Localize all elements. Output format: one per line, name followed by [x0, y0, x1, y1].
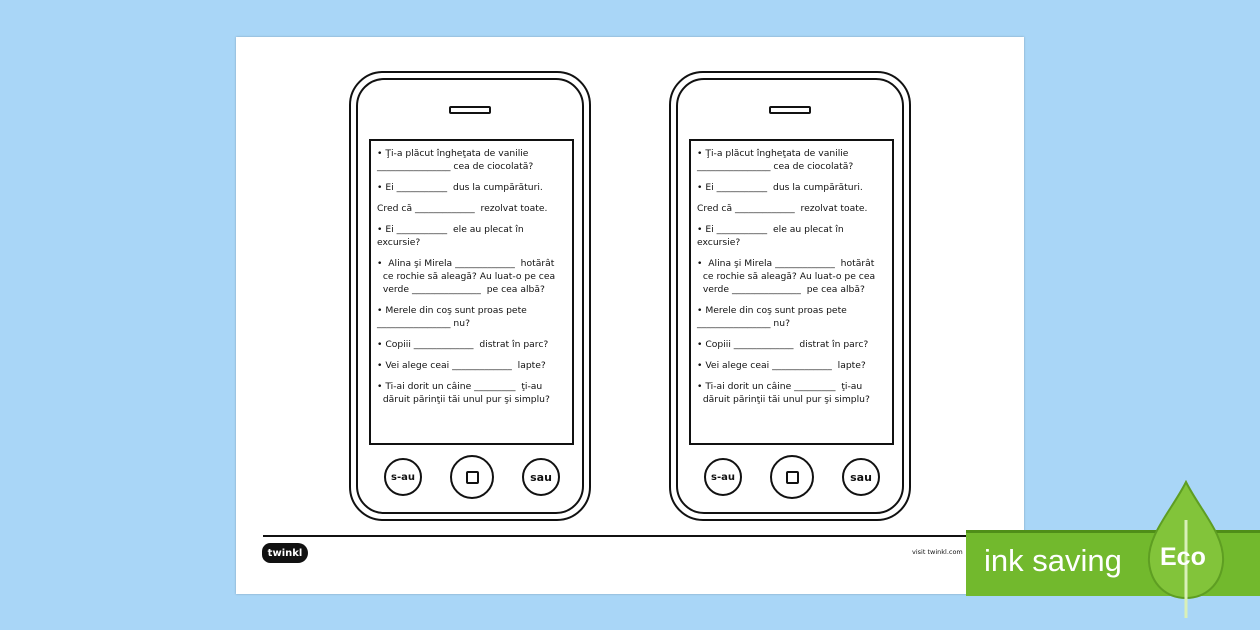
question: • Ei ___________ dus la cumpărături.	[697, 182, 863, 193]
question: • Merele din coş sunt proas pete ________________ nu?	[377, 305, 527, 329]
phone-1-screen	[369, 139, 574, 445]
phone-1	[349, 71, 591, 521]
question: • Copiii _____________ distrat în parc?	[697, 339, 869, 350]
s-au-button: s-au	[384, 458, 422, 496]
phone-2	[669, 71, 911, 521]
question: • Ţi-a plăcut îngheţata de vanilie ________________ cea de ciocolată?	[377, 148, 534, 172]
question: • Ei ___________ ele au plecat în excursie?	[377, 224, 527, 248]
footer-divider	[263, 535, 1023, 537]
s-au-button: s-au	[704, 458, 742, 496]
question: • Copiii _____________ distrat în parc?	[377, 339, 549, 350]
eco-badge: Eco	[1160, 543, 1206, 571]
home-button	[770, 455, 814, 499]
question: • Vei alege ceai _____________ lapte?	[697, 360, 866, 371]
home-square-icon	[786, 471, 799, 484]
phone-2-speaker	[769, 106, 811, 114]
question: • Ti-ai dorit un câine _________ ţi-au dăruit părinţii tăi unul pur şi simplu?	[697, 381, 870, 405]
worksheet-page	[236, 37, 1024, 594]
sau-button: sau	[522, 458, 560, 496]
question: • Alina şi Mirela _____________ hotărât ce rochie să aleagă? Au luat-o pe cea verde _______________ pe cea albă?	[377, 258, 556, 295]
question: Cred că _____________ rezolvat toate.	[377, 203, 548, 214]
banner-text: ink saving	[984, 543, 1122, 578]
home-square-icon	[466, 471, 479, 484]
twinkl-logo: twinkl	[262, 543, 308, 563]
question: Cred că _____________ rezolvat toate.	[697, 203, 868, 214]
home-button	[450, 455, 494, 499]
sau-button: sau	[842, 458, 880, 496]
question: • Merele din coş sunt proas pete ________________ nu?	[697, 305, 847, 329]
visit-link-text: visit twinkl.com	[912, 548, 963, 556]
question: • Alina şi Mirela _____________ hotărât ce rochie să aleagă? Au luat-o pe cea verde _______________ pe cea albă?	[697, 258, 876, 295]
question: • Ţi-a plăcut îngheţata de vanilie ________________ cea de ciocolată?	[697, 148, 854, 172]
phone-2-screen	[689, 139, 894, 445]
question: • Ei ___________ ele au plecat în excursie?	[697, 224, 847, 248]
phone-1-speaker	[449, 106, 491, 114]
question: • Ti-ai dorit un câine _________ ţi-au dăruit părinţii tăi unul pur şi simplu?	[377, 381, 550, 405]
question: • Ei ___________ dus la cumpărături.	[377, 182, 543, 193]
question: • Vei alege ceai _____________ lapte?	[377, 360, 546, 371]
